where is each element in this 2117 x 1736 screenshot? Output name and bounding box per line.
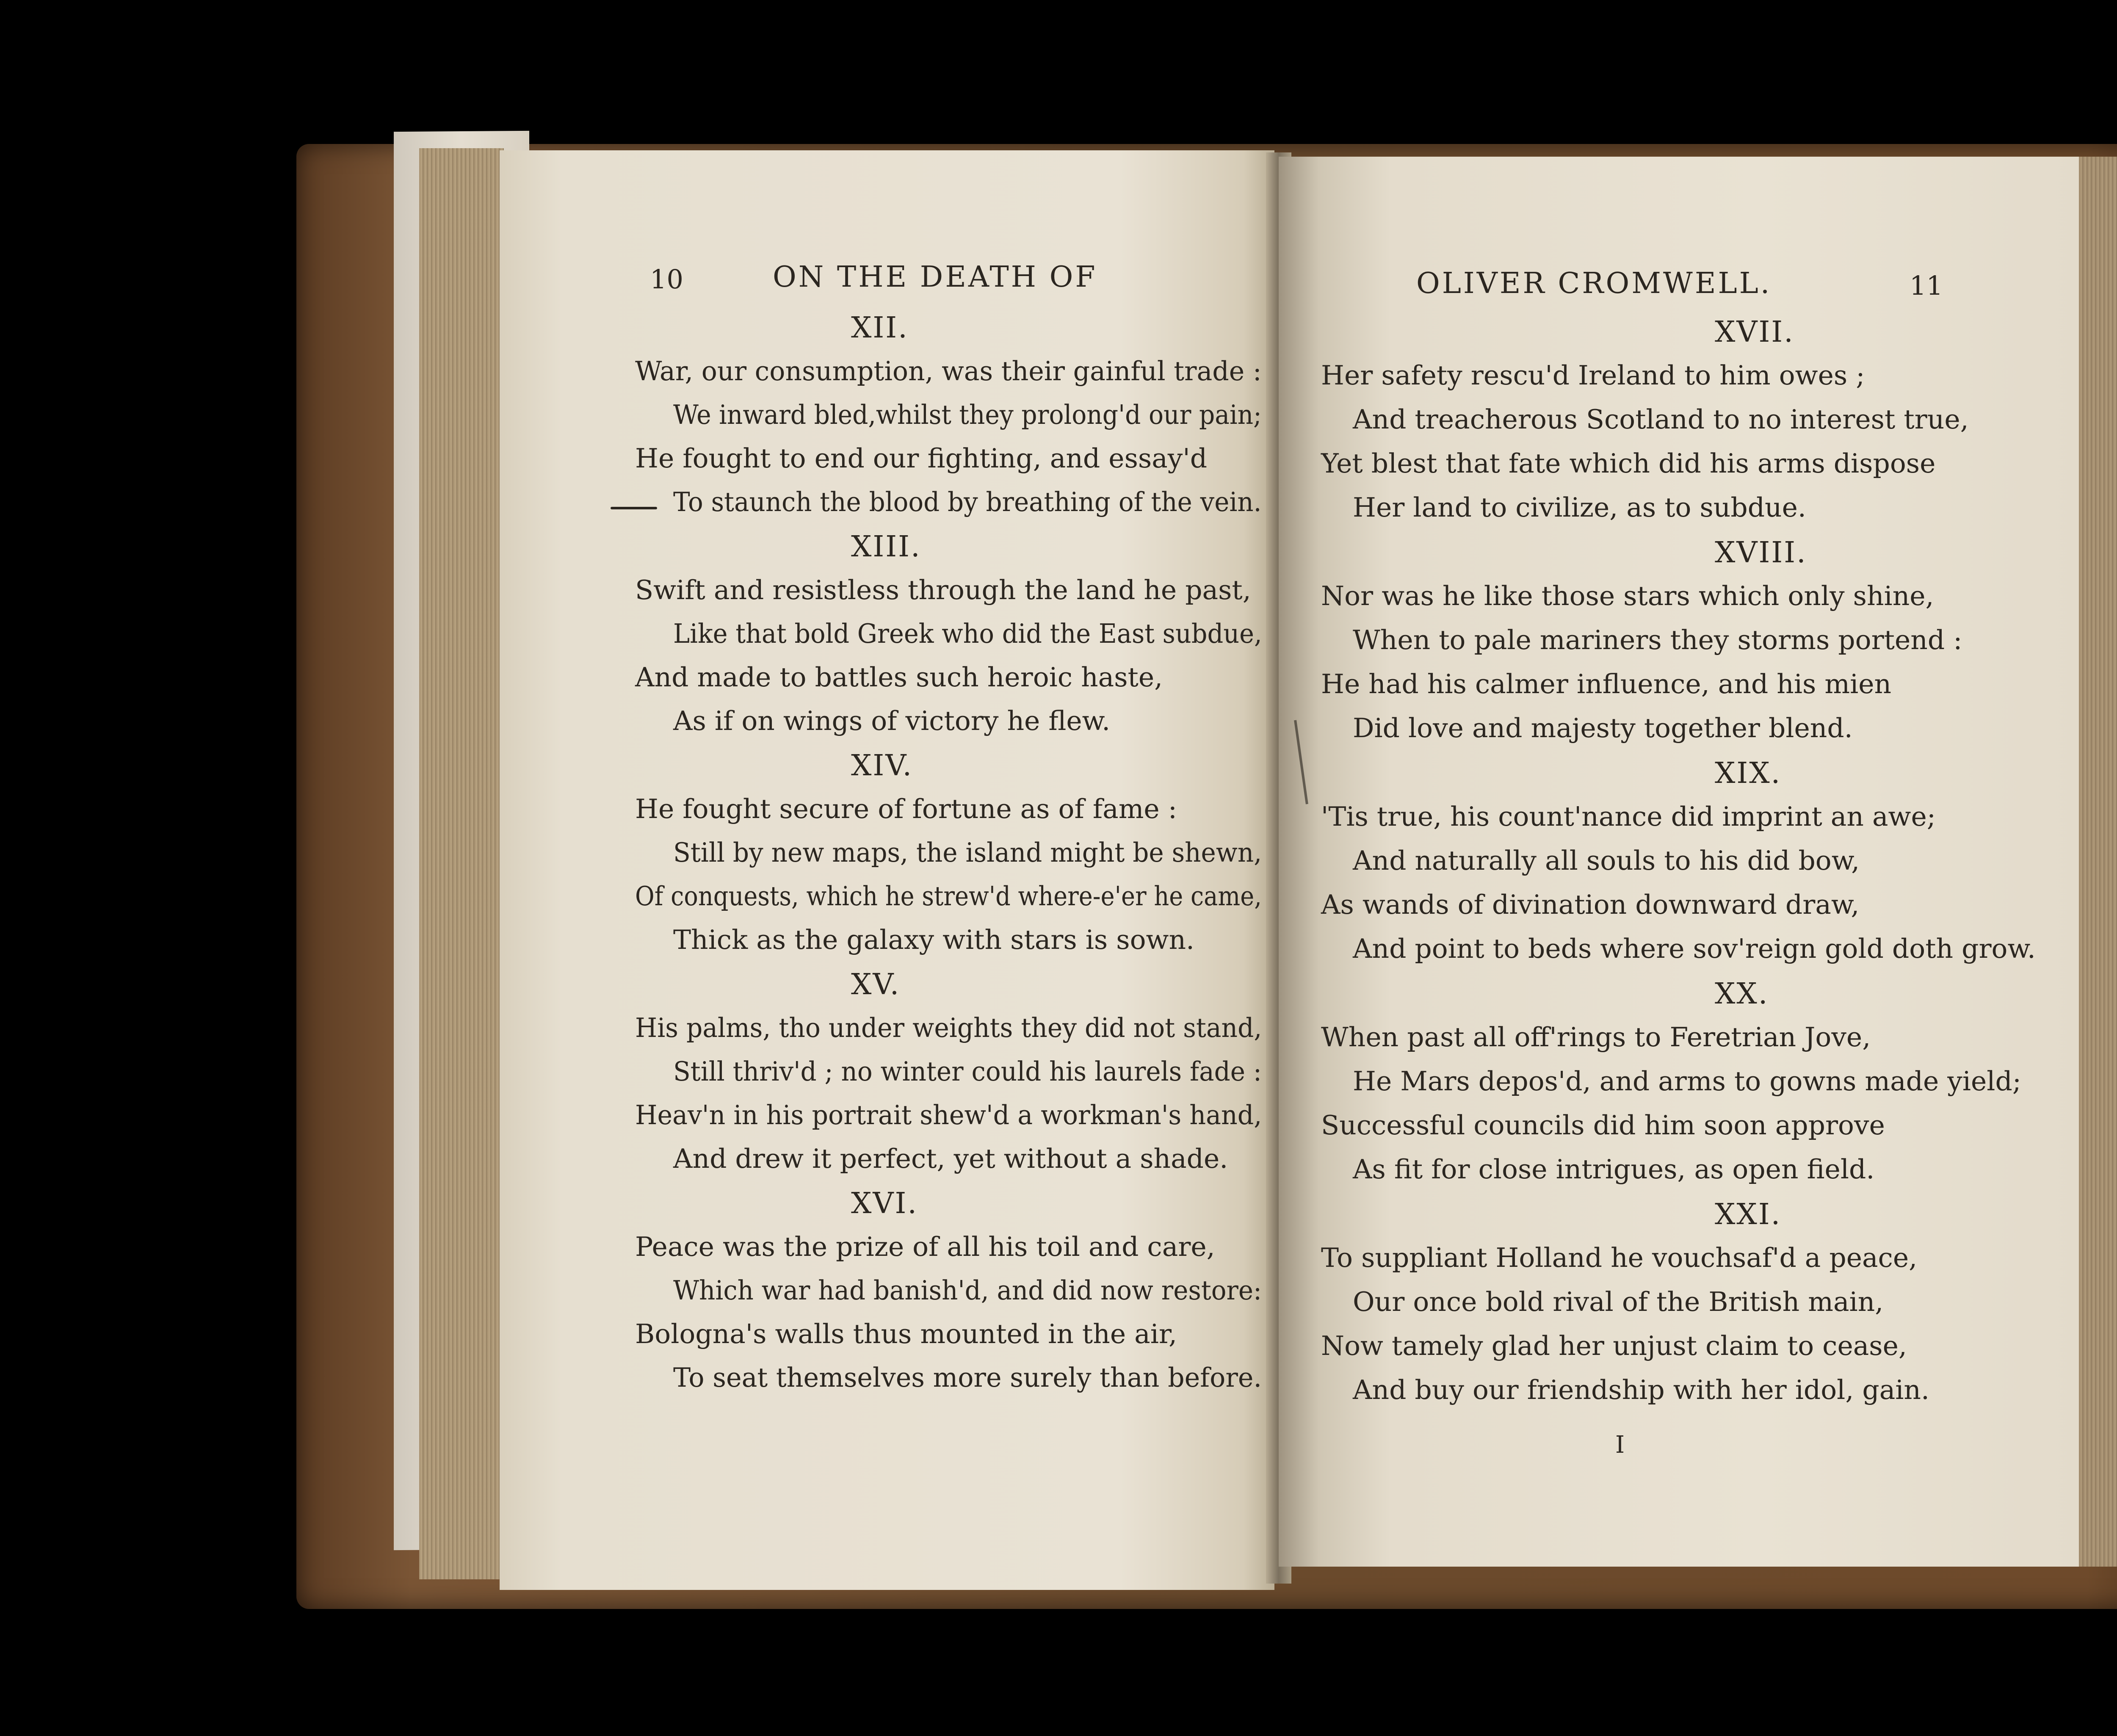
verse-line: Bologna's walls thus mounted in the air, xyxy=(635,1319,1177,1349)
signature-mark: I xyxy=(1615,1431,1625,1459)
verse-line: And drew it perfect, yet without a shade. xyxy=(673,1143,1228,1174)
verse-line: As wands of divination downward draw, xyxy=(1321,889,1860,920)
verse-line: Peace was the prize of all his toil and care, xyxy=(635,1231,1215,1262)
verse-line: He had his calmer influence, and his mien xyxy=(1321,669,1892,699)
verse-line: 'Tis true, his count'nance did imprint an awe; xyxy=(1321,801,1936,832)
verse-line: And buy our friendship with her idol, gain. xyxy=(1353,1374,1930,1405)
verse-line: Like that bold Greek who did the East subdue, xyxy=(673,618,1262,649)
right-page xyxy=(1279,157,2079,1567)
verse-line: He fought secure of fortune as of fame : xyxy=(635,793,1177,824)
verse-line: He fought to end our fighting, and essay'd xyxy=(635,443,1208,474)
left-page xyxy=(500,150,1274,1590)
left-page-edges xyxy=(419,148,504,1579)
stanza-number: XII. xyxy=(851,311,909,345)
verse-line: War, our consumption, was their gainful trade : xyxy=(635,356,1262,387)
verse-line: And point to beds where sov'reign gold doth grow. xyxy=(1353,933,2036,964)
stanza-number: XXI. xyxy=(1715,1198,1782,1231)
verse-line: Successful councils did him soon approve xyxy=(1321,1110,1885,1141)
verse-line: Her safety rescu'd Ireland to him owes ; xyxy=(1321,360,1865,391)
stanza-number: XIX. xyxy=(1715,757,1782,790)
verse-line: Of conquests, which he strew'd where-e'er he came, xyxy=(635,881,1262,912)
verse-line: To seat themselves more surely than before. xyxy=(673,1362,1262,1393)
verse-line: We inward bled,whilst they prolong'd our pain; xyxy=(673,399,1262,430)
verse-line: As if on wings of victory he flew. xyxy=(673,705,1111,736)
verse-line: Our once bold rival of the British main, xyxy=(1353,1286,1884,1317)
verse-line: Yet blest that fate which did his arms dispose xyxy=(1321,448,1936,479)
page-number-left: 10 xyxy=(650,264,683,295)
verse-line: To suppliant Holland he vouchsaf'd a peace, xyxy=(1321,1242,1918,1273)
verse-line: To staunch the blood by breathing of the vein. xyxy=(673,487,1262,517)
verse-line: Now tamely glad her unjust claim to cease, xyxy=(1321,1330,1907,1361)
verse-line: Her land to civilize, as to subdue. xyxy=(1353,492,1806,523)
stanza-number: XIII. xyxy=(851,530,921,564)
verse-line: Nor was he like those stars which only shine, xyxy=(1321,581,1934,611)
verse-line: When past all off'rings to Feretrian Jove, xyxy=(1321,1022,1871,1053)
stanza-number: XVII. xyxy=(1715,315,1794,349)
verse-line: He Mars depos'd, and arms to gowns made yield; xyxy=(1353,1066,2021,1097)
verse-line: As fit for close intrigues, as open field. xyxy=(1353,1154,1875,1185)
verse-line: And treacherous Scotland to no interest true, xyxy=(1353,404,1969,435)
verse-line: Still thriv'd ; no winter could his laurels fade : xyxy=(673,1056,1262,1087)
running-head-left: ON THE DEATH OF xyxy=(773,260,1097,294)
stanza-number: XVI. xyxy=(851,1187,918,1220)
ink-dash-mark xyxy=(611,507,657,509)
stanza-number: XVIII. xyxy=(1715,536,1807,569)
verse-line: When to pale mariners they storms portend : xyxy=(1353,625,1962,655)
running-head-right: OLIVER CROMWELL. xyxy=(1416,267,1772,300)
pencil-mark xyxy=(1294,720,1308,804)
stanza-number: XIV. xyxy=(851,749,913,782)
verse-line: Swift and resistless through the land he past, xyxy=(635,575,1251,605)
verse-line: His palms, tho under weights they did not stand, xyxy=(635,1012,1262,1043)
verse-line: Thick as the galaxy with stars is sown. xyxy=(673,924,1195,955)
verse-line: And made to battles such heroic haste, xyxy=(635,662,1163,693)
verse-line: Heav'n in his portrait shew'd a workman's hand, xyxy=(635,1100,1262,1131)
verse-line: Still by new maps, the island might be shewn, xyxy=(673,837,1262,868)
stanza-number: XV. xyxy=(851,968,901,1001)
verse-line: Which war had banish'd, and did now restore: xyxy=(673,1275,1262,1306)
page-number-right: 11 xyxy=(1910,270,1943,301)
verse-line: And naturally all souls to his did bow, xyxy=(1353,845,1860,876)
verse-line: Did love and majesty together blend. xyxy=(1353,713,1853,744)
stanza-number: XX. xyxy=(1715,977,1769,1011)
